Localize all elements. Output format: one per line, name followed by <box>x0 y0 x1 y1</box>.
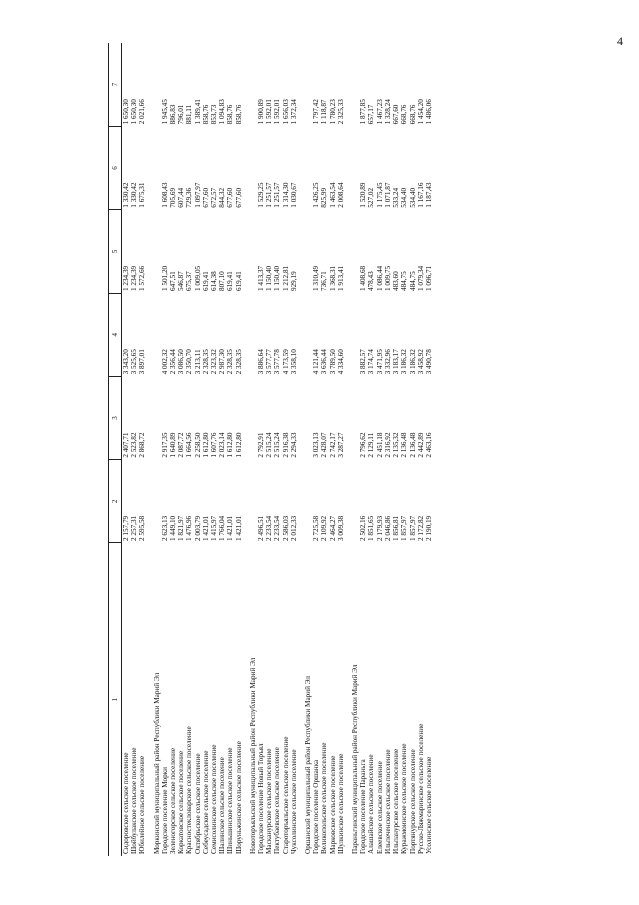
value-cell: 929,19 <box>289 271 298 292</box>
settlement-name: Шойбулакское сельское поселение <box>130 747 139 854</box>
value-cell: 825,99 <box>320 187 329 208</box>
value-cell: 1 413,37 <box>257 265 266 292</box>
value-cell: 2 023,14 <box>218 432 227 458</box>
value-cell: 3 086,50 <box>177 349 186 375</box>
value-cell: 2 742,17 <box>328 432 337 458</box>
value-cell: 3 636,44 <box>320 349 329 375</box>
value-cell: 1 797,42 <box>312 99 321 125</box>
value-cell: 619,41 <box>201 271 210 292</box>
value-cell: 796,01 <box>177 104 186 125</box>
settlement-name: Городское поселение Оршанка <box>312 759 321 854</box>
value-cell: 3 287,27 <box>336 432 345 458</box>
value-cell: 2 463,16 <box>424 432 433 458</box>
value-cell: 1 096,71 <box>424 265 433 292</box>
settlement-name: Шалинское сельское поселение <box>218 757 227 854</box>
value-cell: 2 917,35 <box>160 432 169 458</box>
value-cell: 1 421,01 <box>226 515 235 541</box>
value-cell: 1 310,49 <box>312 265 321 292</box>
value-cell: 1 857,97 <box>400 515 409 541</box>
value-cell: 1 426,25 <box>312 182 321 208</box>
value-cell: 1 821,97 <box>177 515 186 541</box>
value-cell: 2 003,79 <box>193 515 202 541</box>
value-cell: 2 515,24 <box>265 432 274 458</box>
table-row <box>425 43 433 856</box>
value-cell: 1 449,10 <box>169 515 178 541</box>
value-cell: 3 577,77 <box>265 349 274 375</box>
value-cell: 3 213,11 <box>193 349 202 375</box>
column-header: 4 <box>109 293 122 376</box>
value-cell: 1 640,89 <box>169 432 178 458</box>
value-cell: 2 442,89 <box>416 432 425 458</box>
value-cell: 1 463,54 <box>328 182 337 208</box>
value-cell: 619,41 <box>234 271 243 292</box>
value-cell: 2 407,71 <box>122 432 130 458</box>
value-cell: 1 877,85 <box>359 99 368 125</box>
value-cell: 527,02 <box>367 187 376 208</box>
district-name: Оршанский муниципальный район Республики Марий Эл <box>304 676 313 854</box>
table-body <box>122 43 434 856</box>
value-cell: 2 087,72 <box>177 432 186 458</box>
settlement-name: Городское поселение Новый Торъял <box>257 743 266 854</box>
value-cell: 1 650,30 <box>122 99 130 125</box>
value-cell: 668,76 <box>400 104 409 125</box>
value-cell: 672,57 <box>210 187 219 208</box>
value-cell: 705,69 <box>169 187 178 208</box>
value-cell: 2 012,33 <box>289 515 298 541</box>
table-row <box>177 43 185 856</box>
value-cell: 2 496,51 <box>257 515 266 541</box>
value-cell: 1 857,97 <box>408 515 417 541</box>
table-row <box>282 43 290 856</box>
table-row <box>384 43 392 856</box>
value-cell: 534,40 <box>400 187 409 208</box>
value-cell: 2 323,32 <box>210 349 219 375</box>
value-cell: 1 421,01 <box>234 515 243 541</box>
column-header: 1 <box>109 543 122 856</box>
group-header-row <box>249 43 257 856</box>
table-row <box>273 43 281 856</box>
page-number: 4 <box>617 34 623 48</box>
rotated-table-container <box>108 43 576 856</box>
value-cell: 2 316,92 <box>383 432 392 458</box>
value-cell: 2 294,33 <box>289 432 298 458</box>
value-cell: 2 451,18 <box>375 432 384 458</box>
settlement-name: Юбилейное сельское поселение <box>138 755 147 854</box>
value-cell: 3 577,78 <box>273 349 282 375</box>
value-cell: 736,71 <box>320 271 329 292</box>
value-cell: 3 023,13 <box>312 432 321 458</box>
value-cell: 2 796,62 <box>359 432 368 458</box>
value-cell: 1 675,31 <box>138 182 147 208</box>
settlement-name: Ильпеченское сельское поселение <box>383 749 392 854</box>
value-cell: 1 664,56 <box>185 432 194 458</box>
value-cell: 2 502,16 <box>359 515 368 541</box>
value-cell: 3 886,64 <box>257 349 266 375</box>
value-cell: 1 389,41 <box>193 99 202 125</box>
value-cell: 1 187,43 <box>424 182 433 208</box>
value-cell: 1 454,20 <box>416 99 425 125</box>
value-cell: 3 358,10 <box>289 349 298 375</box>
value-cell: 1 612,80 <box>234 432 243 458</box>
value-cell: 2 172,82 <box>416 515 425 541</box>
value-cell: 1 372,34 <box>289 99 298 125</box>
value-cell: 1 150,40 <box>265 265 274 292</box>
settlement-name: Чуксолинское сельское поселение <box>289 749 298 854</box>
value-cell: 2 257,31 <box>130 515 139 541</box>
value-cell: 675,37 <box>185 271 194 292</box>
value-cell: 2 157,79 <box>122 515 130 541</box>
table-row <box>337 43 345 856</box>
table-row <box>400 43 408 856</box>
value-cell: 2 258,50 <box>193 432 202 458</box>
settlement-name: Портянурское сельское поселение <box>408 749 417 854</box>
value-cell: 677,60 <box>201 187 210 208</box>
value-cell: 2 987,30 <box>218 349 227 375</box>
settlement-name: Коркатовское сельское поселение <box>177 750 186 854</box>
value-cell: 1 175,45 <box>375 182 384 208</box>
value-cell: 607,44 <box>177 187 186 208</box>
column-header: 2 <box>109 460 122 543</box>
column-header: 3 <box>109 376 122 459</box>
value-cell: 2 350,70 <box>185 349 194 375</box>
value-cell: 853,73 <box>210 104 219 125</box>
value-cell: 2 129,11 <box>367 432 376 458</box>
value-cell: 1 328,24 <box>383 99 392 125</box>
value-cell: 1 529,25 <box>257 182 266 208</box>
value-cell: 3 471,95 <box>375 349 384 375</box>
value-cell: 1 421,01 <box>201 515 210 541</box>
value-cell: 3 490,78 <box>424 349 433 375</box>
table-row <box>226 43 234 856</box>
value-cell: 1 079,34 <box>416 265 425 292</box>
settlement-name: Шоруньжинское сельское поселение <box>234 741 243 854</box>
value-cell: 3 186,32 <box>400 349 409 375</box>
column-header: 7 <box>109 43 122 126</box>
value-cell: 2 586,03 <box>281 515 290 541</box>
value-cell: 1 766,04 <box>218 515 227 541</box>
value-cell: 4 334,60 <box>336 349 345 375</box>
value-cell: 2 515,24 <box>273 432 282 458</box>
value-cell: 1 612,80 <box>201 432 210 458</box>
value-cell: 484,75 <box>408 271 417 292</box>
value-cell: 1 486,06 <box>424 99 433 125</box>
value-cell: 1 118,87 <box>320 99 329 125</box>
value-cell: 3 789,50 <box>328 349 337 375</box>
value-cell: 2 328,35 <box>201 349 210 375</box>
settlement-name: Масканурское сельское поселение <box>265 748 274 854</box>
value-cell: 2 179,93 <box>375 515 384 541</box>
settlement-name: Елеевское сельское поселение <box>375 761 384 854</box>
settlement-name: Сидоровское сельское поселение <box>122 752 130 854</box>
value-cell: 2 233,54 <box>265 515 274 541</box>
table-row <box>169 43 177 856</box>
value-cell: 1 851,65 <box>367 515 376 541</box>
value-cell: 2 623,13 <box>160 515 169 541</box>
value-cell: 1 415,97 <box>210 515 219 541</box>
value-cell: 807,10 <box>218 271 227 292</box>
value-cell: 484,75 <box>400 271 409 292</box>
table-row <box>138 43 146 856</box>
value-cell: 2 428,07 <box>320 432 329 458</box>
value-cell: 534,40 <box>408 187 417 208</box>
value-cell: 3 525,65 <box>130 349 139 375</box>
value-cell: 677,60 <box>226 187 235 208</box>
value-cell: 1 501,20 <box>160 265 169 292</box>
value-cell: 1 520,89 <box>359 182 368 208</box>
value-cell: 858,76 <box>201 104 210 125</box>
value-cell: 2 356,44 <box>169 349 178 375</box>
value-cell: 881,11 <box>185 104 194 125</box>
settlement-name: Староторъяльское сельское поселение <box>281 736 290 854</box>
value-cell: 4 002,32 <box>160 349 169 375</box>
value-cell: 1 071,87 <box>383 182 392 208</box>
value-cell: 858,76 <box>234 104 243 125</box>
settlement-name: Зеленогорское сельское поселение <box>169 747 178 854</box>
value-cell: 2 725,58 <box>312 515 321 541</box>
settlement-name: Шулкинское сельское поселение <box>336 753 345 854</box>
value-cell: 1 913,41 <box>336 265 345 292</box>
value-cell: 3 343,20 <box>122 349 130 375</box>
value-cell: 1 234,39 <box>122 265 130 292</box>
value-cell: 858,76 <box>226 104 235 125</box>
table-row <box>185 43 193 856</box>
value-cell: 1 368,31 <box>328 265 337 292</box>
settlement-name: Марковское сельское поселение <box>328 755 337 854</box>
table-row <box>202 43 210 856</box>
value-cell: 1 167,16 <box>416 182 425 208</box>
table-row <box>312 43 320 856</box>
value-cell: 1 212,81 <box>281 265 290 292</box>
value-cell: 677,60 <box>234 187 243 208</box>
group-header-row <box>351 43 359 856</box>
district-name: Новоторъяльский муниципальный район Республики Марий Эл <box>248 657 257 854</box>
table-row <box>392 43 400 856</box>
value-cell: 2 464,27 <box>328 515 337 541</box>
settlement-name: Ильпанурское сельское поселение <box>392 748 401 854</box>
table-row <box>265 43 273 856</box>
settlement-name: Куражмоинское сельское поселение <box>400 743 409 854</box>
value-cell: 1 150,40 <box>273 265 282 292</box>
value-cell: 2 916,38 <box>281 432 290 458</box>
value-cell: 1 476,96 <box>185 515 194 541</box>
table-row <box>194 43 202 856</box>
value-cell: 1 251,57 <box>273 182 282 208</box>
value-cell: 2 136,48 <box>400 432 409 458</box>
settlement-name: Городское поселение Морки <box>160 766 169 854</box>
value-cell: 1 314,30 <box>281 182 290 208</box>
value-cell: 614,38 <box>210 271 219 292</box>
value-cell: 1 607,76 <box>210 432 219 458</box>
value-cell: 1 945,45 <box>160 99 169 125</box>
table-row <box>320 43 328 856</box>
value-cell: 483,60 <box>392 271 401 292</box>
table-row <box>218 43 226 856</box>
value-cell: 3 458,92 <box>416 349 425 375</box>
table-header-row <box>109 43 122 856</box>
value-cell: 2 325,33 <box>336 99 345 125</box>
value-cell: 1 009,05 <box>193 265 202 292</box>
table-row <box>409 43 417 856</box>
value-cell: 4 173,59 <box>281 349 290 375</box>
value-cell: 2 595,58 <box>138 515 147 541</box>
settlement-name: Городское поселение Параньга <box>359 759 368 854</box>
value-cell: 2 046,86 <box>383 515 392 541</box>
value-cell: 1 030,67 <box>289 182 298 208</box>
table-row <box>367 43 375 856</box>
table-row <box>122 43 131 856</box>
settlement-name: Красностекловарское сельское поселение <box>185 726 194 854</box>
district-name: Параньгинский муниципальный район Республики Марий Эл <box>351 664 360 854</box>
value-cell: 1 330,42 <box>122 182 130 208</box>
value-cell: 3 897,01 <box>138 349 147 375</box>
value-cell: 3 174,74 <box>367 349 376 375</box>
value-cell: 667,60 <box>392 104 401 125</box>
value-cell: 1 592,01 <box>265 99 274 125</box>
table-row <box>257 43 265 856</box>
value-cell: 478,43 <box>367 271 376 292</box>
value-cell: 1 094,83 <box>218 99 227 125</box>
value-cell: 668,76 <box>408 104 417 125</box>
value-cell: 3 332,96 <box>383 349 392 375</box>
column-header: 5 <box>109 210 122 293</box>
value-cell: 1 592,01 <box>273 99 282 125</box>
value-cell: 1 572,66 <box>138 265 147 292</box>
table-row <box>130 43 138 856</box>
table-row <box>417 43 425 856</box>
value-cell: 886,83 <box>169 104 178 125</box>
settlement-name: Русско-Ляжмаринское сельское поселение <box>416 723 425 854</box>
value-cell: 2 008,64 <box>336 182 345 208</box>
value-cell: 4 121,44 <box>312 349 321 375</box>
value-cell: 1 330,42 <box>130 182 139 208</box>
value-cell: 647,51 <box>169 271 178 292</box>
table-row <box>376 43 384 856</box>
value-cell: 3 009,38 <box>336 515 345 541</box>
table-row <box>235 43 243 856</box>
settlement-name: Пектубаевское сельское поселение <box>273 747 282 854</box>
tariff-table <box>108 43 433 856</box>
value-cell: 844,32 <box>218 187 227 208</box>
value-cell: 3 186,32 <box>408 349 417 375</box>
value-cell: 2 792,91 <box>257 432 266 458</box>
table-row <box>329 43 337 856</box>
value-cell: 2 190,19 <box>424 515 433 541</box>
value-cell: 1 251,57 <box>265 182 274 208</box>
table-row <box>161 43 169 856</box>
value-cell: 1 467,23 <box>375 99 384 125</box>
value-cell: 1 656,03 <box>281 99 290 125</box>
value-cell: 2 109,92 <box>320 515 329 541</box>
value-cell: 2 328,35 <box>226 349 235 375</box>
value-cell: 2 021,66 <box>138 99 147 125</box>
settlement-name: Усолинское сельское поселение <box>424 756 433 854</box>
value-cell: 2 233,54 <box>273 515 282 541</box>
group-header-row <box>153 43 161 856</box>
value-cell: 1 900,89 <box>257 99 266 125</box>
value-cell: 657,17 <box>367 104 376 125</box>
table-row <box>210 43 218 856</box>
settlement-name: Великопольское сельское поселение <box>320 742 329 854</box>
value-cell: 2 135,32 <box>392 432 401 458</box>
value-cell: 619,41 <box>226 271 235 292</box>
value-cell: 2 523,82 <box>130 432 139 458</box>
table-row <box>290 43 298 856</box>
value-cell: 1 097,97 <box>193 182 202 208</box>
value-cell: 1 009,75 <box>383 265 392 292</box>
value-cell: 2 136,48 <box>408 432 417 458</box>
settlement-name: Себеусадское сельское поселение <box>201 750 210 854</box>
value-cell: 1 608,43 <box>160 182 169 208</box>
value-cell: 3 183,17 <box>392 349 401 375</box>
value-cell: 1 234,39 <box>130 265 139 292</box>
value-cell: 729,36 <box>185 187 194 208</box>
value-cell: 546,87 <box>177 271 186 292</box>
value-cell: 1 086,44 <box>375 265 384 292</box>
value-cell: 2 868,72 <box>138 432 147 458</box>
value-cell: 2 328,35 <box>234 349 243 375</box>
district-name: Моркинский муниципальный район Республики Марий Эл <box>152 672 161 854</box>
settlement-name: Семисолинское сельское поселение <box>210 744 219 854</box>
settlement-name: Алашайское сельское поселение <box>367 754 376 854</box>
value-cell: 533,24 <box>392 187 401 208</box>
value-cell: 1 780,23 <box>328 99 337 125</box>
value-cell: 1 408,68 <box>359 265 368 292</box>
group-header-row <box>304 43 312 856</box>
settlement-name: Октябрьское сельское поселение <box>193 753 202 854</box>
table-row <box>359 43 367 856</box>
column-header: 6 <box>109 126 122 209</box>
value-cell: 3 882,57 <box>359 349 368 375</box>
value-cell: 1 612,80 <box>226 432 235 458</box>
value-cell: 1 650,30 <box>130 99 139 125</box>
value-cell: 1 856,81 <box>392 515 401 541</box>
settlement-name: Шиньшинское сельское поселение <box>226 747 235 854</box>
